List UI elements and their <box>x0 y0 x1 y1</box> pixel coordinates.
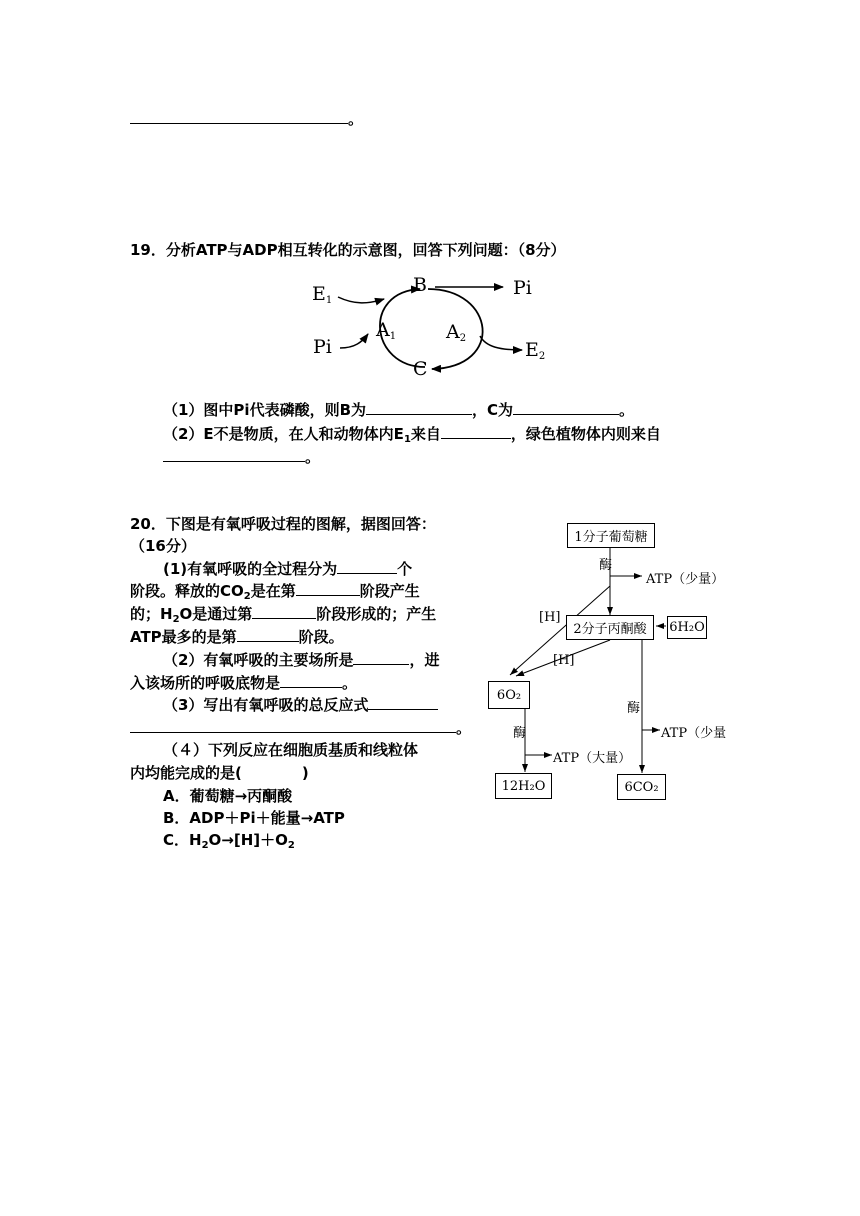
text: (1)有氧呼吸的全过程分为 <box>163 560 338 578</box>
text: （3）写出有氧呼吸的总反应式 <box>163 696 369 714</box>
q20-p3-line2 <box>130 717 471 739</box>
label-pi-in: Pi <box>313 336 332 358</box>
q20-blank-equation-cont[interactable] <box>130 717 456 733</box>
q19-blank-b[interactable] <box>366 399 472 415</box>
h-label-1: [H] <box>539 610 561 625</box>
q20-option-c <box>163 830 295 856</box>
subscript: 2 <box>287 840 295 851</box>
e1-arrow <box>338 297 384 303</box>
text: 阶段产生 <box>359 582 420 600</box>
q19-s1-text-a: （1）图中Pi代表磷酸，则B为 <box>163 401 367 419</box>
q19-s1-text-b: ，C为 <box>472 401 514 419</box>
aerobic-respiration-diagram <box>480 515 740 805</box>
h2o-6-box: 6H₂O <box>667 616 707 639</box>
answer-blank[interactable] <box>130 108 348 124</box>
label-a2: $A_2$ <box>446 321 467 344</box>
text: （2）有氧呼吸的主要场所是 <box>163 651 354 669</box>
subscript: 2 <box>172 614 180 625</box>
label-c: C <box>413 358 428 380</box>
pyruvate-box: 2分子丙酮酸 <box>566 615 654 640</box>
text: 内均能完成的是( <box>130 764 242 782</box>
atp-large-label: ATP（大量） <box>553 751 632 766</box>
period: 。 <box>456 719 472 737</box>
q20-blank-h2o-stage[interactable] <box>252 603 316 619</box>
text: ，进 <box>409 651 440 669</box>
pi-in-arrow <box>340 334 368 348</box>
q19-blank-plant[interactable] <box>163 446 305 462</box>
q20-blank-substrate[interactable] <box>280 672 342 688</box>
q20-title-points: （16分） <box>130 537 196 555</box>
q20-option-b: B．ADP＋Pi＋能量→ATP <box>163 809 345 827</box>
period: 。 <box>348 110 364 128</box>
q20-blank-site[interactable] <box>353 649 409 665</box>
q20-p1-line1 <box>163 558 412 580</box>
q20-p4-line2 <box>130 763 309 784</box>
q19-blank-c[interactable] <box>513 399 619 415</box>
text: 是在第 <box>250 582 296 600</box>
co2-6-box: 6CO₂ <box>617 774 666 800</box>
enzyme-label-3: 酶 <box>513 726 527 741</box>
label-pi-out: Pi <box>513 277 532 299</box>
enzyme-label-1: 酶 <box>599 558 613 573</box>
q20-blank-stages[interactable] <box>337 558 397 574</box>
text: O是通过第 <box>179 605 253 623</box>
label-e1: $E_1$ <box>312 283 333 306</box>
q20-title: 20．下图是有氧呼吸过程的图解，据图回答： <box>130 515 436 533</box>
q19-sub1 <box>163 399 634 421</box>
text: 阶段形成的；产生 <box>316 605 437 623</box>
text: 入该场所的呼吸底物是 <box>130 674 281 692</box>
q19-s2-text-a: （2）E不是物质，在人和动物体内E <box>163 425 404 443</box>
atp-small-label-2: ATP（少量 <box>661 726 727 741</box>
q19-s2-text-c: ，绿色植物体内则来自 <box>510 425 661 443</box>
q20-p2-line2 <box>130 672 357 694</box>
atp-small-label-1: ATP（少量） <box>646 572 725 587</box>
h2o-12-box: 12H₂O <box>495 773 552 799</box>
q20-p3-line1 <box>163 694 438 716</box>
q19-s2-sub: 1 <box>403 434 411 445</box>
text: ) <box>301 764 309 782</box>
q20-option-a: A．葡萄糖→丙酮酸 <box>163 787 293 805</box>
atp-adp-diagram <box>300 272 560 387</box>
previous-answer-line <box>130 108 363 130</box>
text: O→[H]＋O <box>208 831 288 849</box>
label-e2: $E_2$ <box>525 339 546 362</box>
q19-blank-e1[interactable] <box>441 423 511 439</box>
q19-title: 19．分析ATP与ADP相互转化的示意图，回答下列问题：（8分） <box>130 241 566 259</box>
subscript: 2 <box>243 591 251 602</box>
q19-s2-text-b: 来自 <box>410 425 441 443</box>
q19-s1-text-c: 。 <box>619 401 635 419</box>
o2-6-box: 6O₂ <box>488 681 530 709</box>
q20-p1-line4 <box>130 626 344 648</box>
label-b: B <box>413 274 427 296</box>
text: 个 <box>397 560 413 578</box>
enzyme-label-2: 酶 <box>627 701 641 716</box>
subscript: 2 <box>201 840 209 851</box>
q20-blank-co2-stage[interactable] <box>296 580 360 596</box>
glucose-box: 1分子葡萄糖 <box>567 523 655 548</box>
text: 。 <box>342 674 358 692</box>
q20-blank-equation[interactable] <box>368 694 438 710</box>
period: 。 <box>305 448 321 466</box>
text: 阶段。 <box>298 628 344 646</box>
label-a1: $A_1$ <box>376 319 397 342</box>
q20-p2-line1 <box>163 649 439 671</box>
text: 阶段。释放的CO <box>130 582 244 600</box>
h-label-2: [H] <box>553 653 575 668</box>
q19-sub2-cont <box>163 446 320 468</box>
text: 的；H <box>130 605 173 623</box>
e2-arrow <box>480 336 522 350</box>
text: ATP最多的是第 <box>130 628 237 646</box>
q20-blank-atp-stage[interactable] <box>237 626 299 642</box>
text: C．H <box>163 831 202 849</box>
q20-p4-line1: （４）下列反应在细胞质基质和线粒体 <box>163 741 419 759</box>
